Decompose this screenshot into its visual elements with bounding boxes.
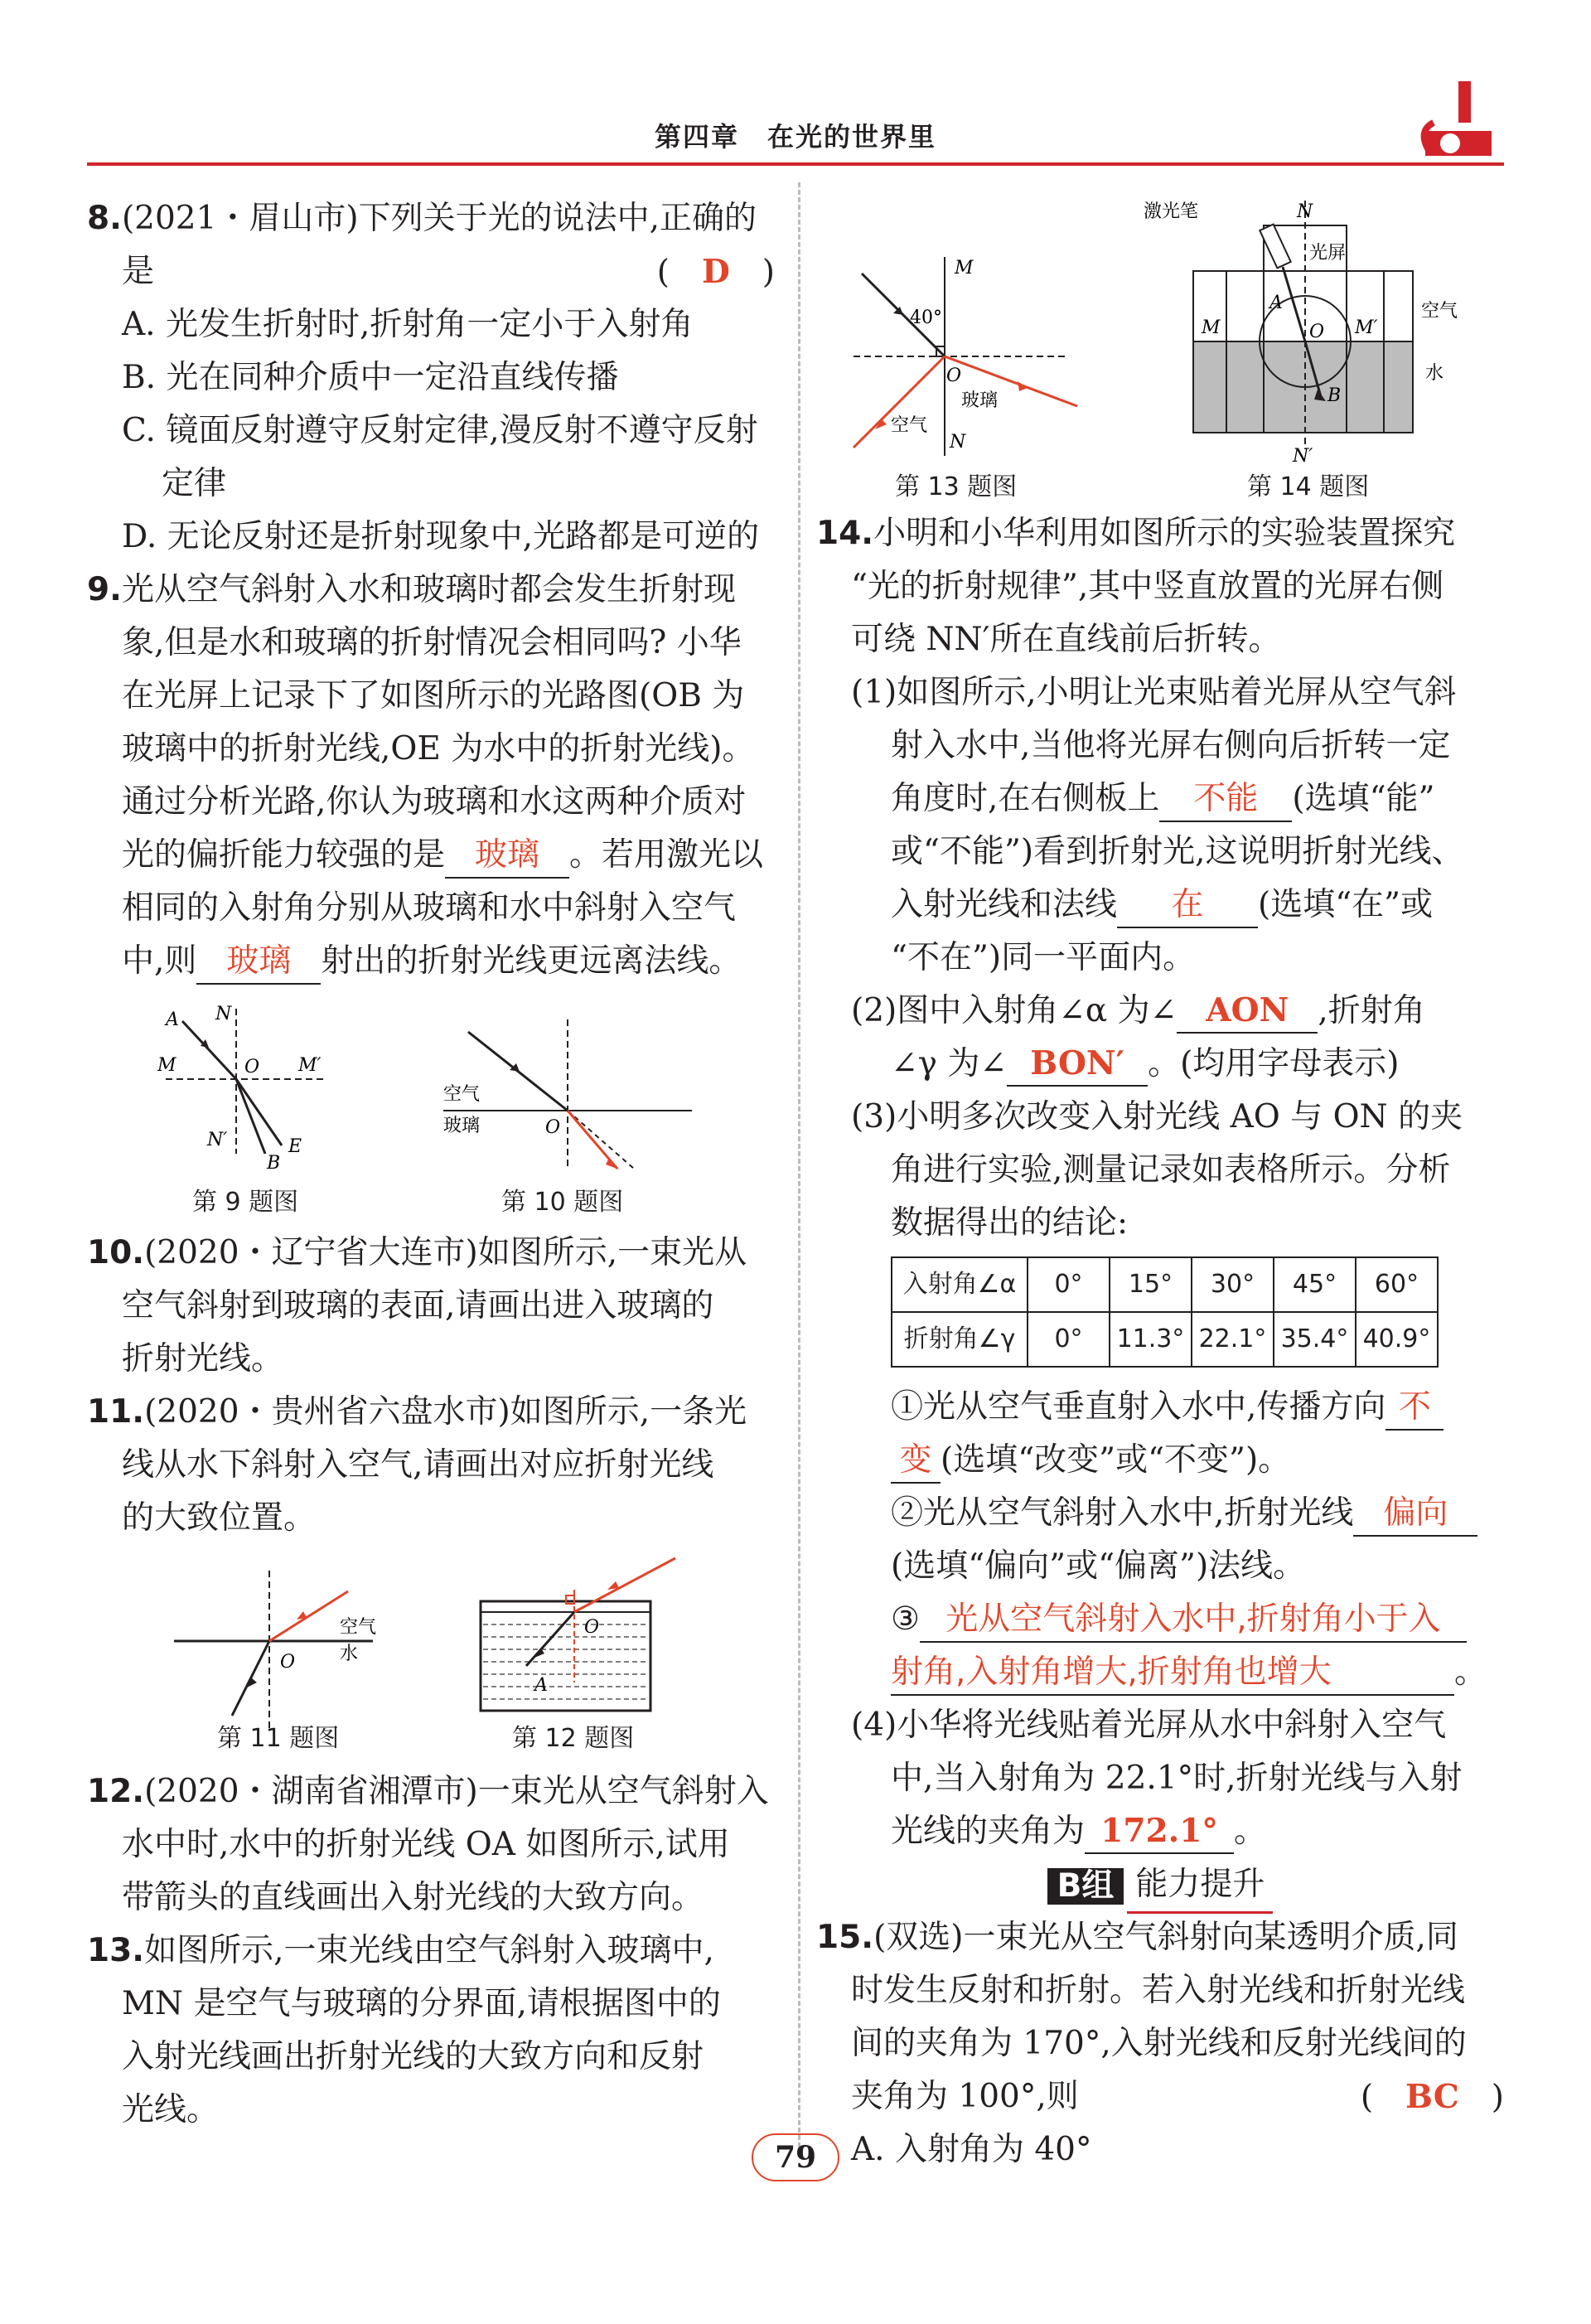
svg-text:B: B xyxy=(267,1153,281,1170)
q9-line: 玻璃中的折射光线,OE 为水中的折射光线)。 xyxy=(122,730,755,767)
q9-line: 通过分析光路,你认为玻璃和水这两种介质对 xyxy=(122,783,747,821)
svg-text:M′: M′ xyxy=(298,1055,322,1076)
q14-conclusion2: (选填“偏向”或“偏离”)法线。 xyxy=(891,1547,1306,1585)
q8-option: A. 光发生折射时,折射角一定小于入射角 xyxy=(122,306,694,343)
header-rule xyxy=(87,162,1504,166)
svg-text:B: B xyxy=(1327,385,1342,406)
q14-p3: 数据得出的结论: xyxy=(891,1204,1129,1242)
q14-p4: 光线的夹角为 172.1° 。 xyxy=(816,1805,1504,1858)
fig9-caption: 第 9 题图 xyxy=(192,1188,299,1217)
figure-13 xyxy=(845,249,1094,464)
q15-line: 时发生反射和折射。若入射光线和折射光线 xyxy=(851,1972,1466,2009)
section-b-badge: B组 xyxy=(1047,1868,1124,1905)
q9-line: 在光屏上记录下了如图所示的光路图(OB 为 xyxy=(122,677,745,714)
q14-p3: (3)小明多次改变入射光线 AO 与 ON 的夹 xyxy=(851,1098,1463,1135)
svg-text:水: 水 xyxy=(1425,363,1444,384)
figure-14 xyxy=(1144,192,1458,466)
svg-text:O: O xyxy=(545,1117,561,1138)
q14-p4: (4)小华将光线贴着光屏从水中斜射入空气 xyxy=(851,1707,1447,1744)
q12-line: 12.(2020・湖南省湘潭市)一束光从空气斜射入 xyxy=(87,1773,769,1810)
svg-text:空气: 空气 xyxy=(340,1617,377,1638)
svg-text:O: O xyxy=(946,366,962,386)
q13-line: MN 是空气与玻璃的分界面,请根据图中的 xyxy=(122,1985,721,2022)
q8-line2: 是 ( D ) xyxy=(122,253,775,291)
q9-line: 相同的入射角分别从玻璃和水中斜射入空气 xyxy=(122,889,737,927)
q10-line: 10.(2020・辽宁省大连市)如图所示,一束光从 xyxy=(87,1234,747,1271)
q9-answer2: 玻璃 xyxy=(196,940,321,985)
q9-line: 象,但是水和玻璃的折射情况会相同吗? 小华 xyxy=(122,624,742,661)
q8-option-cont: 定律 xyxy=(162,465,227,502)
fig10-caption: 第 10 题图 xyxy=(501,1188,624,1217)
svg-text:O: O xyxy=(280,1652,296,1673)
svg-text:O: O xyxy=(244,1057,260,1077)
q14-conclusion3: ③ 光从空气斜射入水中,折射角小于入 xyxy=(816,1593,1504,1646)
svg-text:N: N xyxy=(1297,201,1313,222)
q10-line: 折射光线。 xyxy=(122,1340,284,1377)
svg-text:N: N xyxy=(950,432,966,453)
q14-c1-answer: 不 xyxy=(1385,1386,1444,1431)
q13-line: 光线。 xyxy=(122,2091,220,2128)
left-column-bottom xyxy=(87,1765,775,2137)
q8-option: B. 光在同种介质中一定沿直线传播 xyxy=(122,359,619,396)
q14-c2-answer: 偏向 xyxy=(1353,1492,1477,1537)
q14-c1-answer-cont: 变 xyxy=(891,1439,941,1484)
section-b-heading xyxy=(816,1858,1504,1911)
q14-conclusion1: ①光从空气垂直射入水中,传播方向 不 xyxy=(816,1381,1504,1434)
q14-line: 14.小明和小华利用如图所示的实验装置探究 xyxy=(816,515,1456,552)
table-row: 折射角∠γ 0° 11.3° 22.1° 35.4° 40.9° xyxy=(892,1312,1438,1367)
svg-text:N′: N′ xyxy=(207,1130,228,1150)
chapter-header: 第四章 在光的世界里 xyxy=(654,121,936,153)
q14-p1: “不在”)同一平面内。 xyxy=(891,939,1196,976)
svg-text:玻璃: 玻璃 xyxy=(443,1116,481,1136)
q15-line: 间的夹角为 170°,入射光线和反射光线间的 xyxy=(851,2025,1467,2062)
table-row: 入射角∠α 0° 15° 30° 45° 60° xyxy=(892,1257,1438,1312)
left-column-lower xyxy=(87,1227,775,1545)
q14-p2: (2)图中入射角∠α 为∠ AON ,折射角 xyxy=(816,985,1504,1038)
q14-p4-answer: 172.1° xyxy=(1085,1809,1234,1854)
svg-text:E: E xyxy=(288,1136,302,1157)
q8-answer: D xyxy=(701,253,730,291)
q15-option: A. 入射角为 40° xyxy=(851,2131,1092,2168)
svg-text:A: A xyxy=(534,1675,548,1696)
microscope-logo-icon xyxy=(1400,73,1500,164)
q12-line: 带箭头的直线画出入射光线的大致方向。 xyxy=(122,1879,704,1916)
q14-p1: 入射光线和法线 在 (选填“在”或 xyxy=(816,879,1504,932)
q11-line: 11.(2020・贵州省六盘水市)如图所示,一条光 xyxy=(87,1393,747,1431)
column-divider xyxy=(798,182,800,2155)
fig14-caption: 第 14 题图 xyxy=(1247,472,1370,501)
q10-line: 空气斜射到玻璃的表面,请画出进入玻璃的 xyxy=(122,1287,714,1324)
page-number: 79 xyxy=(0,2133,1591,2181)
svg-text:空气: 空气 xyxy=(443,1084,481,1105)
figure-9 xyxy=(157,1005,348,1170)
q9-line: 光的偏折能力较强的是 玻璃 。若用激光以 xyxy=(87,829,775,882)
svg-text:A: A xyxy=(1269,293,1283,313)
q9-line: 中,则 玻璃 射出的折射光线更远离法线。 xyxy=(87,935,775,988)
svg-text:空气: 空气 xyxy=(1421,301,1458,322)
q14-line: “光的折射规律”,其中竖直放置的光屏右侧 xyxy=(851,568,1444,605)
q9-answer1: 玻璃 xyxy=(445,834,569,879)
fig12-caption: 第 12 题图 xyxy=(512,1724,635,1753)
q14-p1: 或“不能”)看到折射光,这说明折射光线、 xyxy=(891,833,1464,870)
q14-data-table xyxy=(891,1256,1439,1368)
q14-conclusion3: 射角,入射角增大,折射角也增大 。 xyxy=(816,1646,1504,1699)
q14-line: 可绕 NN′所在直线前后折转。 xyxy=(851,621,1281,658)
svg-text:空气: 空气 xyxy=(891,415,928,436)
q11-line: 的大致位置。 xyxy=(122,1499,317,1537)
q8-option: D. 无论反射还是折射现象中,光路都是可逆的 xyxy=(122,518,760,555)
q15-answer: BC xyxy=(1405,2078,1459,2116)
q14-p1-answer2: 在 xyxy=(1117,884,1258,928)
svg-text:N: N xyxy=(215,1005,232,1024)
q13-line: 13.如图所示,一束光线由空气斜射入玻璃中, xyxy=(87,1932,714,1969)
svg-text:40°: 40° xyxy=(910,307,942,328)
svg-text:O: O xyxy=(1309,322,1325,342)
q14-c3-answer: 光从空气斜射入水中,折射角小于入 xyxy=(920,1598,1467,1643)
q8-option: C. 镜面反射遵守反射定律,漫反射不遵守反射 xyxy=(122,412,758,449)
svg-text:N′: N′ xyxy=(1293,446,1313,466)
svg-text:玻璃: 玻璃 xyxy=(961,390,999,411)
q14-p3: 角进行实验,测量记录如表格所示。分析 xyxy=(891,1151,1451,1189)
q12-line: 水中时,水中的折射光线 OA 如图所示,试用 xyxy=(122,1826,730,1863)
svg-text:M: M xyxy=(955,258,974,278)
figure-10 xyxy=(443,1015,700,1173)
fig13-caption: 第 13 题图 xyxy=(895,472,1018,501)
q14-p1: (1)如图所示,小明让光束贴着光屏从空气斜 xyxy=(851,674,1457,711)
svg-text:M: M xyxy=(157,1055,177,1076)
figure-11 xyxy=(174,1566,389,1732)
svg-text:M: M xyxy=(1202,317,1221,338)
q9-line: 9.光从空气斜射入水和玻璃时都会发生折射现 xyxy=(87,571,736,608)
q14-p2: ∠γ 为∠ BON′ 。(均用字母表示) xyxy=(816,1038,1504,1091)
right-column xyxy=(816,507,1504,2176)
q14-c3-answer-cont: 射角,入射角增大,折射角也增大 xyxy=(891,1651,1454,1696)
fig9-label-A: A xyxy=(166,1009,179,1030)
q14-p4: 中,当入射角为 22.1°时,折射光线与入射 xyxy=(891,1760,1463,1797)
q14-p1: 角度时,在右侧板上 不能 (选填“能” xyxy=(816,772,1504,826)
q8-line1: 8.(2021・眉山市)下列关于光的说法中,正确的 xyxy=(87,200,757,237)
figure-12 xyxy=(476,1550,684,1716)
svg-text:水: 水 xyxy=(340,1644,359,1664)
svg-text:光屏: 光屏 xyxy=(1309,243,1347,264)
q14-p2-answer1: AON xyxy=(1177,989,1318,1034)
svg-text:O: O xyxy=(584,1617,600,1638)
q14-table-wrap xyxy=(816,1250,1504,1381)
q14-conclusion2: ②光从空气斜射入水中,折射光线 偏向 xyxy=(816,1487,1504,1540)
svg-text:M′: M′ xyxy=(1355,317,1378,338)
q13-line: 入射光线画出折射光线的大致方向和反射 xyxy=(122,2038,704,2075)
q14-p1: 射入水中,当他将光屏右侧向后折转一定 xyxy=(891,727,1451,764)
svg-text:激光笔: 激光笔 xyxy=(1144,201,1199,222)
q15-line: 15.(双选)一束光从空气斜射向某透明介质,同 xyxy=(816,1919,1458,1956)
q14-p2-answer2: BON′ xyxy=(1007,1042,1148,1087)
section-b-label: 能力提升 xyxy=(1127,1858,1273,1914)
q14-conclusion1: 变 (选填“改变”或“不变”)。 xyxy=(816,1434,1504,1487)
q15-line: 夹角为 100°,则 ( BC ) xyxy=(851,2078,1504,2116)
fig11-caption: 第 11 题图 xyxy=(217,1724,340,1753)
left-column xyxy=(87,192,775,988)
q11-line: 线从水下斜射入空气,请画出对应折射光线 xyxy=(122,1446,714,1484)
q14-p1-answer1: 不能 xyxy=(1159,777,1292,822)
